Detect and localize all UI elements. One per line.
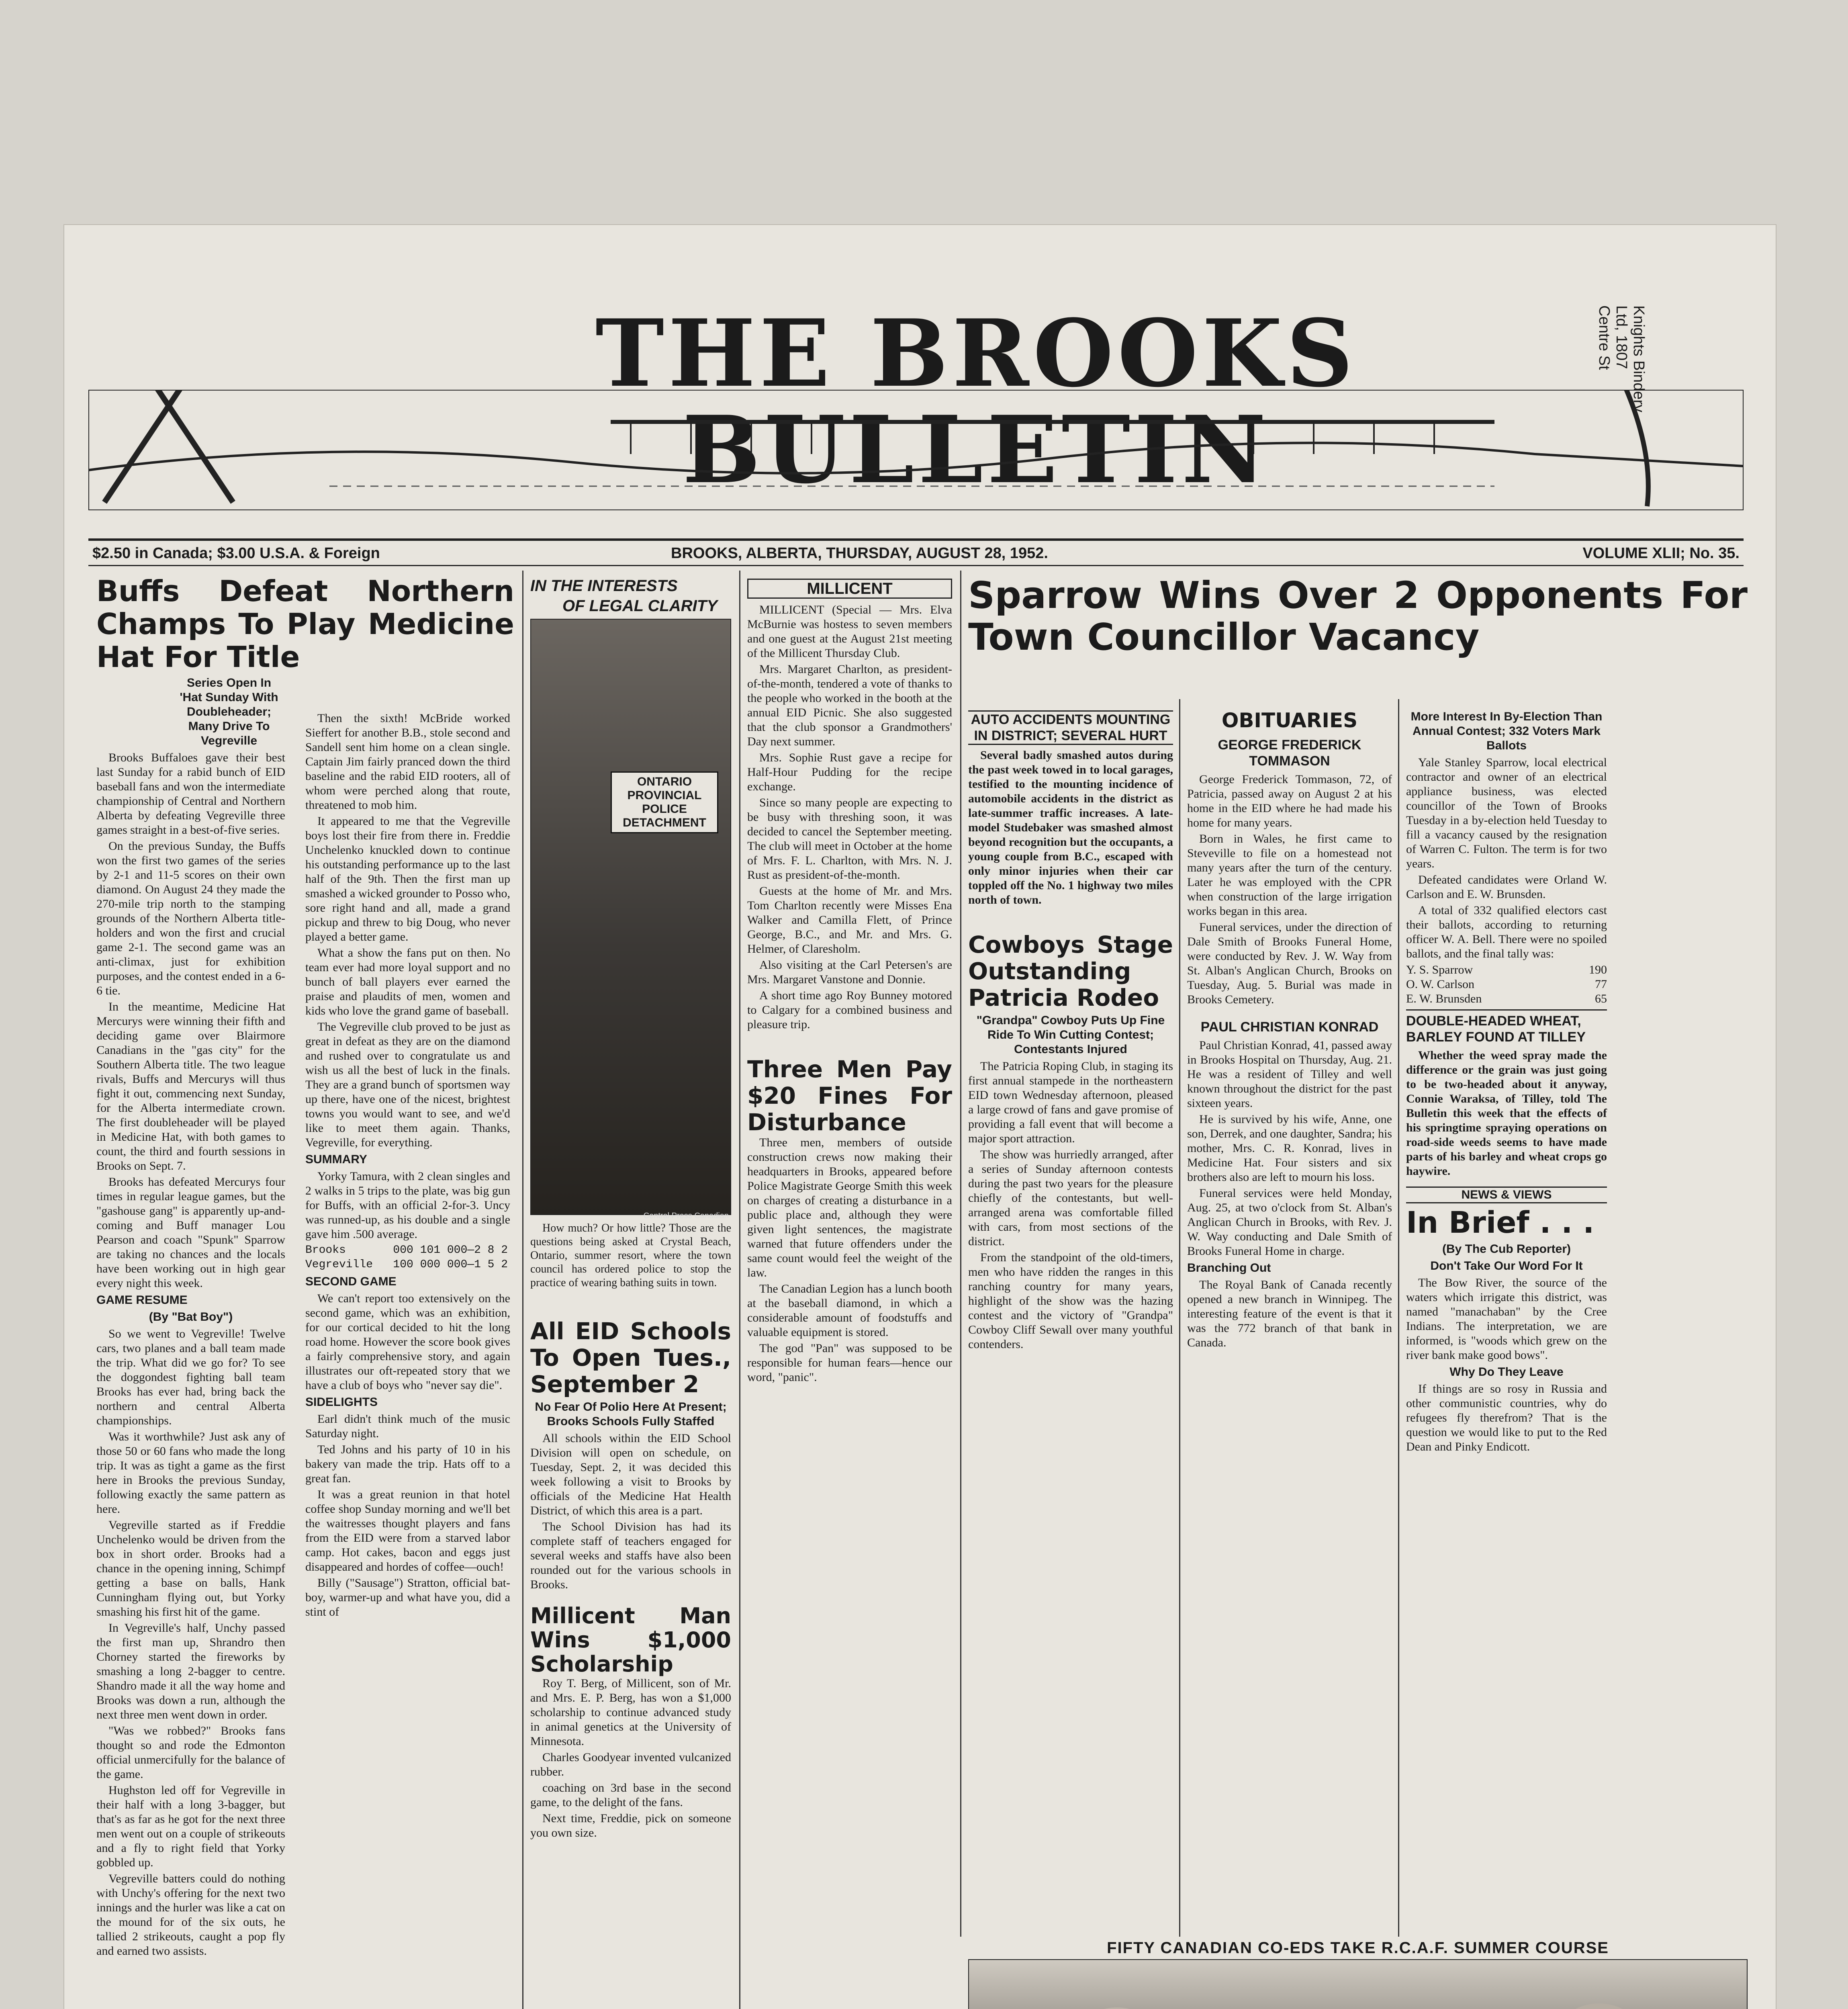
paragraph: It appeared to me that the Vegreville boys lost their fire from there in. Freddie Unchelenko knuckled down to continue his outstanding performance up to the last half of the 9th. Then the first man up smashed a wicked grounder to Posso who, sore right hand and all, made a grand pickup and threw to big Doug, who never played a better game. [305,814,510,943]
coeds-photo-block [968,1937,1748,2009]
paragraph: In Vegreville's half, Unchy passed the first man up, Shrandro then Chorney started the fireworks by smashing a long 2-bagger to centre. Shandro made it all the way home and Brooks was down a run, although the next three men went down in order. [96,1621,285,1721]
paragraph: Defeated candidates were Orland W. Carlson and E. W. Brunsden. [1406,873,1607,901]
paragraph: From the standpoint of the old-timers, men who have ridden the ranges in this ranching country for many years, highlight of the show was the hazing contest and the victory of "Grandpa" Cowboy Cliff Sewall over many youthful contenders. [968,1251,1173,1351]
headline-fines: Three Men Pay $20 Fines For Disturbance [747,1056,952,1136]
paragraph: Several badly smashed autos during the past week towed in to local garages, testified to the mounting incidence of automobile accidents in the district as late-summer traffic increases. A late-model Studebaker was smashed almost beyond recognition but the occupants, a young couple from B.C., escaped with only minor injuries when their car toppled off the No. 1 highway two miles north of town. [968,749,1173,906]
obituary-name: GEORGE FREDERICK TOMMASON [1218,737,1361,769]
paragraph: He is survived by his wife, Anne, one son, Derrek, and one daughter, Sandra; his mother, Mrs. C. R. Konrad, lives in Medicine Hat. Four sisters and six brothers also are left to mourn his loss. [1187,1113,1392,1184]
paragraph: In the meantime, Medicine Hat Mercurys were winning their fifth and deciding game over Blairmore Canadians in the "gas city" for the Southern Alberta title. The two league rivals, Buffs and Mercurys will thus fight it out, commencing next Sunday, for the Alberta intermediate crown. The first doubleheader will be played in Medicine Hat, with both games to count, the third and fourth sessions in Brooks on Sept. 7. [96,1000,285,1172]
column-rule [522,571,523,2009]
column-rule [739,571,740,2009]
vote-row [1406,963,1607,977]
paragraph: "Was we robbed?" Brooks fans thought so and rode the Edmonton official unmercifully for the balance of the game. [96,1724,285,1781]
paragraph: The god "Pan" was supposed to be responsible for human fears—hence our word, "panic". [747,1342,952,1384]
paragraph: The Bow River, the source of the waters which irrigate this district, was named "manachaban" by the Cree Indians. The interpretation, we are informed, is "woods which grew on the river bank make good bows". [1406,1276,1607,1362]
subhead-sidelights: SIDELIGHTS [305,1395,378,1409]
paragraph: Next time, Freddie, pick on someone you own size. [530,1812,731,1839]
subscription-price: $2.50 in Canada; $3.00 U.S.A. & Foreign [92,545,380,562]
photo-head-2: OF LEGAL CLARITY [562,597,718,615]
paragraph: Yorky Tamura, with 2 clean singles and 2 walks in 5 trips to the plate, was big gun for Buffs, with an official 2-for-3. Uncy was runned-up, as his double and a single gave him .500 average. [305,1170,510,1241]
paragraph: George Frederick Tommason, 72, of Patricia, passed away on August 2 at his home in the EID where he had made his home for many years. [1187,773,1392,829]
paragraph: The Royal Bank of Canada recently opened a new branch in Winnipeg. The interesting feature of the event is that it was the 772 branch of that bank in Canada. [1187,1278,1392,1349]
paragraph: Roy T. Berg, of Millicent, son of Mr. and Mrs. E. P. Berg, has won a $1,000 scholarship to continue advanced study in animal genetics at the University of Minnesota. [530,1677,731,1748]
paragraph: Guests at the home of Mr. and Mrs. Tom Charlton recently were Misses Ena Walker and Camilla Flett, of Prince George, B.C., and Mr. and Mrs. G. Helmer, of Claresholm. [747,884,952,955]
vote-row [1406,977,1607,992]
obituary-name: PAUL CHRISTIAN KONRAD [1200,1019,1379,1035]
police-sign [611,771,718,833]
column-auto-rodeo [968,707,1173,1353]
paragraph: On the previous Sunday, the Buffs won the first two games of the series by 2-1 and 11-5 scores on their own diamond. On August 24 they made the 270-mile trip north to the stamping grounds of the Northern Alberta title-holders and won the first and crucial game 2-1. The second game was an anti-climax, just for exhibition purposes, and the contest ended in a 6-6 tie. [96,839,285,997]
paragraph: A short time ago Roy Bunney motored to Calgary for a combined business and pleasure trip. [747,989,952,1031]
paragraph: Billy ("Sausage") Stratton, official bat-boy, warmer-up and what have you, did a stint of [305,1576,510,1618]
paragraph: Vegreville started as if Freddie Unchelenko would be driven from the box in short order. Brooks had a chance in the opening inning, Schimpf getting a base on balls, Hank Cunningham flying out, but Yorky smashing his first hit of the game. [96,1518,285,1618]
paragraph: coaching on 3rd base in the second game, to the delight of the fans. [530,1781,731,1809]
headline-auto-accidents: AUTO ACCIDENTS MOUNTING IN DISTRICT; SEVERAL HURT [968,710,1173,745]
paragraph: What a show the fans put on then. No team ever had more loyal support and no bunch of ball players ever earned the praise and plaudits of men, women and kids who love the grand game of baseball. [305,946,510,1017]
photo-credit: Central Press Canadian [643,1211,729,1220]
paragraph: The show was hurriedly arranged, after a series of Sunday afternoon contests during the past two years for the pleasure chiefly of the contestants, but well-arranged arena was comfortable filled with cars, from most sections of the district. [968,1148,1173,1248]
paragraph: It was a great reunion in that hotel coffee shop Sunday morning and we'll bet the waitresses thought players and fans from the EID were from a starved labor camp. Hot cakes, bacon and eggs just disappeared and hordes of coffee—ouch! [305,1488,510,1573]
score-line-brooks: Brooks 000 101 000—2 8 2 [305,1244,508,1256]
paragraph: Mrs. Sophie Rust gave a recipe for Half-Hour Pudding for the recipe exchange. [747,751,952,793]
vote-count: 190 [1589,963,1607,976]
paragraph: If things are so rosy in Russia and other communistic countries, why do refugees fly therefrom? That is the question we would like to put to the Red Dean and Pinky Endicott. [1406,1382,1607,1453]
brief-subhead: Don't Take Our Word For It [1430,1259,1583,1273]
masthead-illustration [88,390,1744,510]
photo-image [968,1959,1748,2009]
issue-date: BROOKS, ALBERTA, THURSDAY, AUGUST 28, 1952. [671,545,1048,562]
paragraph: Brooks Buffaloes gave their best last Sunday for a rabid bunch of EID baseball fans and won the intermediate championship of Central and Northern Alberta by defeating Vegreville three games straight in a best-of-five series. [96,751,285,837]
millicent-heading: MILLICENT [747,579,952,599]
obituaries-heading: OBITUARIES [1221,709,1358,732]
column-rule [1179,699,1180,1937]
column-obituaries [1187,707,1392,1352]
deck-schools: No Fear Of Polio Here At Present; Brooks Schools Fully Staffed [535,1400,727,1428]
sign-line: DETACHMENT [623,816,706,829]
paragraph: The Vegreville club proved to be just as great in defeat as they are on the diamond and rushed over to congratulate us and wish us all the best of luck in the finals. They are a grand bunch of sportsmen way up there, have one of the nicest, brightest towns you would want to see, and we'd like to meet them again. Thanks, Vegreville, for everything. [305,1020,510,1149]
brief-subhead: Why Do They Leave [1449,1365,1564,1379]
deck-rodeo: "Grandpa" Cowboy Puts Up Fine Ride To Win Cutting Contest; Contestants Injured [976,1014,1165,1056]
subhead-game-resume: GAME RESUME [96,1293,188,1307]
column-millicent [747,579,952,1386]
subhead-summary: SUMMARY [305,1153,367,1166]
paragraph: Paul Christian Konrad, 41, passed away in Brooks Hospital on Thursday, Aug. 21. He was a resident of Tilley and well known throughout the district for the past sixteen years. [1187,1039,1392,1110]
paragraph: All schools within the EID School Division will open on schedule, on Tuesday, Sept. 2, it was decided this week following a visit to Brooks by officials of the Medicine Hat Health District, of which this area is a part. [530,1432,731,1517]
paragraph: Since so many people are expecting to be busy with threshing soon, it was decided to cancel the September meeting. The club will meet in October at the home of Mrs. F. L. Charlton, with Mrs. N. J. Rust as president-of-the-month. [747,796,952,882]
photo-head-1: IN THE INTERESTS [530,577,678,595]
paragraph: Also visiting at the Carl Petersen's are Mrs. Margaret Vanstone and Donnie. [747,958,952,986]
photo-bathing-suit [530,619,731,1221]
paragraph: Ted Johns and his party of 10 in his bakery van made the trip. Hats off to a great fan. [305,1443,510,1485]
vote-tally [1406,963,1607,1006]
paragraph: The Patricia Roping Club, in staging its first annual stampede in the northeastern EID town Wednesday afternoon, pleased a large crowd of fans and gave promise of providing a fall event that will become a major sport attraction. [968,1060,1173,1145]
paragraph: Mrs. Margaret Charlton, as president-of-the-month, tendered a vote of thanks to the people who worked in the booth at the annual EID Picnic. She also suggested that the club sponsor a Grandmothers' Day next summer. [747,663,952,748]
candidate-name: E. W. Brunsden [1406,992,1482,1005]
headline-rodeo: Cowboys Stage Outstanding Patricia Rodeo [968,931,1173,1011]
candidate-name: O. W. Carlson [1406,978,1475,991]
byline-bat-boy: (By "Bat Boy") [149,1310,233,1324]
paragraph: Earl didn't think much of the music Saturday night. [305,1412,510,1440]
column-rule [960,571,961,1937]
sign-line: PROVINCIAL [627,789,702,802]
score-line-vegreville: Vegreville 100 000 000—1 5 2 [305,1258,508,1271]
column-election-brief [1406,707,1607,1456]
headline-scholarship: Millicent Man Wins $1,000 Scholarship [530,1603,731,1677]
column-rule [1398,699,1399,1937]
in-brief-byline: (By The Cub Reporter) [1442,1242,1571,1256]
column-three [530,575,731,1842]
dateline-bar [88,538,1744,566]
paragraph: Vegreville batters could do nothing with Unchy's offering for the next two innings and the hurler was like a cat on the mound for of the six outs, he tallied 2 strikeouts, caught a pop fly and earned two assists. [96,1872,285,1958]
bindery-stamp: Knights Bindery Ltd, 1807 Centre St [1596,305,1647,413]
paragraph: Then the sixth! McBride worked Sieffert for another B.B., stole second and Sandell sent him home on a clean single. Captain Jim fairly pranced down the third baseline and the rabid EID rooters, all of whom were perched along that route, threatened to mob him. [305,712,510,812]
paragraph: Yale Stanley Sparrow, local electrical contractor and owner of an electrical appliance business, was elected councillor of the Town of Brooks Tuesday in a by-election held Tuesday to fill a vacancy caused by the resignation of Warren C. Fulton. The term is for two years. [1406,756,1607,870]
paragraph: Funeral services were held Monday, Aug. 25, at two o'clock from St. Alban's Anglican Church in Brooks, with Rev. J. W. Way conducting and Dale Smith of Brooks Funeral Home in charge. [1187,1187,1392,1258]
paragraph: Born in Wales, he first came to Steveville to file on a homestead not many years after the turn of the century. Later he was employed with the CPR when construction of the large irrigation works began in this area. [1187,832,1392,918]
subhead-branching-out: Branching Out [1187,1261,1271,1275]
headline-double-wheat: DOUBLE-HEADED WHEAT, BARLEY FOUND AT TILLEY [1406,1009,1607,1045]
photo-caption: How much? Or how little? Those are the questions being asked at Crystal Beach, Ontario, summer resort, where the town council has ordered police to stop the practice of wearing bathing suits in town. [530,1222,731,1289]
paragraph: Whether the weed spray made the difference or the grain was just going to be two-headed about it anyway, Connie Waraksa, of Tilley, told The Bulletin this week that the effects of his springtime spraying operations on road-side weeds seems to have made parts of his barley and wheat crops go haywire. [1406,1049,1607,1178]
paragraph: The School Division has had its complete staff of teachers engaged for several weeks and staffs have also been rounded out for the various schools in Brooks. [530,1520,731,1591]
column-sports-right [305,711,510,1621]
masthead [88,289,1744,530]
paragraph: MILLICENT (Special — Mrs. Elva McBurnie was hostess to seven members and one guest at the August 21st meeting of the Millicent Thursday Club. [747,603,952,660]
volume-number: VOLUME XLII; No. 35. [1582,545,1740,562]
paragraph: We can't report too extensively on the second game, which was an exhibition, for our cortical decided to hit the long road home. However the score book gives a fairly comprehensive story, and again illustrates our oft-repeated story that we have a club of boys who "never say die". [305,1292,510,1392]
headline-buffs: Buffs Defeat Northern Champs To Play Medicine Hat For Title [96,574,514,674]
vote-row [1406,992,1607,1006]
paragraph: Funeral services, under the direction of Dale Smith of Brooks Funeral Home, were conducted by Rev. J. W. Way from St. Alban's Anglican Church, Brooks on Tuesday, Aug. 5. Burial was made in Brooks Cemetery. [1187,921,1392,1006]
paragraph: Brooks has defeated Mercurys four times in regular league games, but the "gashouse gang" is apparently up-and-coming and Buff manager Lou Pearson and coach "Spunk" Sparrow are taking no chances and the locals have been working out in high gear every night this week. [96,1175,285,1290]
in-brief-heading: In Brief . . . [1406,1205,1595,1240]
sign-line: POLICE [642,802,687,816]
paragraph: Three men, members of outside construction crews now making their headquarters in Brooks, appeared before Police Magistrate George Smith this week on charges of creating a disturbance in a public place and, although they were given light sentences, the magistrate warned that future offenders under the same count would feel the weight of the law. [747,1136,952,1279]
photo-coeds [968,1959,1748,2009]
photo-image [530,619,731,1215]
paragraph: Hughston led off for Vegreville in their half with a long 3-bagger, but that's as far as he got for the next three men went out on a couple of strikeouts and a fly to right field that Yorky gobbled up. [96,1784,285,1869]
candidate-name: Y. S. Sparrow [1406,963,1473,976]
headline-sparrow: Sparrow Wins Over 2 Opponents For Town Councillor Vacancy [968,574,1748,659]
news-views-banner: NEWS & VIEWS [1406,1187,1607,1203]
deck-buffs: Series Open In 'Hat Sunday With Doubleheader; Many Drive To Vegreville [180,676,278,747]
paragraph: Charles Goodyear invented vulcanized rubber. [530,1751,731,1778]
deck-election: More Interest In By-Election Than Annual Contest; 332 Voters Mark Ballots [1411,710,1603,752]
sparrow-headline-block [968,575,1748,658]
paragraph: So we went to Vegreville! Twelve cars, two planes and a ball team made the trip. What did we go for? To see the doggondest fighting ball team Brooks has ever had, bring back the northern and central Alberta championships. [96,1327,285,1427]
vote-count: 77 [1595,978,1607,991]
paragraph: Was it worthwhile? Just ask any of those 50 or 60 fans who made the long trip. It was as tight a game as the first here in Brooks the previous Sunday, following exactly the same pattern as here. [96,1430,285,1516]
subhead-second-game: SECOND GAME [305,1275,397,1288]
paragraph: A total of 332 qualified electors cast their ballots, according to returning officer W. A. Bell. There were no spoiled ballots, and the final tally was: [1406,904,1607,960]
paragraph: The Canadian Legion has a lunch booth at the baseball diamond, in which a considerable amount of foodstuffs and valuable equipment is stored. [747,1282,952,1339]
headline-coeds: FIFTY CANADIAN CO-EDS TAKE R.C.A.F. SUMMER COURSE [1107,1939,1609,1957]
sign-line: ONTARIO [637,775,692,788]
vote-count: 65 [1595,992,1607,1005]
newspaper-title: THE BROOKS BULLETIN [595,299,1357,504]
headline-schools: All EID Schools To Open Tues., September 2 [530,1318,731,1398]
